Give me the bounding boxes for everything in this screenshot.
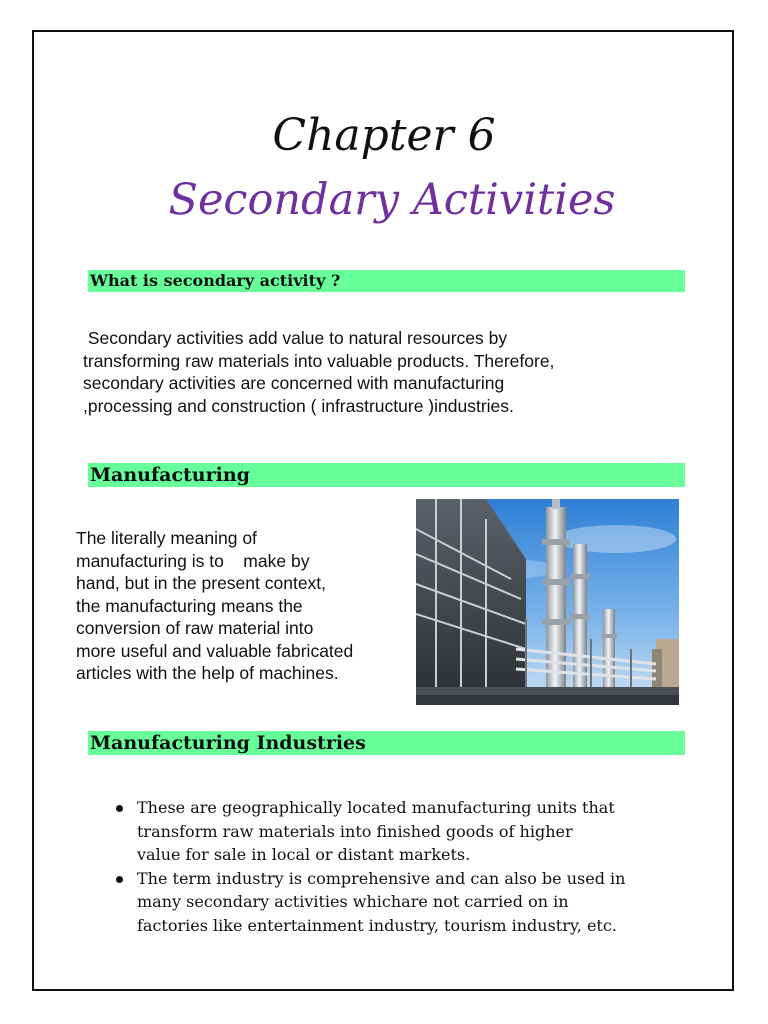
paragraph-line: transforming raw materials into valuable products. Therefore, — [83, 350, 555, 371]
industries-bullet-list — [112, 796, 692, 937]
paragraph-line: ,processing and construction ( infrastructure )industries. — [83, 395, 514, 416]
list-item-line: many secondary activities whichare not carried on in — [137, 892, 569, 911]
paragraph-line: more useful and valuable fabricated — [76, 640, 354, 661]
section-heading-bar — [88, 270, 685, 292]
paragraph-line: Secondary activities add value to natural resources by — [83, 328, 508, 348]
manufacturing-paragraph — [76, 527, 406, 685]
section-heading-secondary-activity: What is secondary activity ? — [90, 271, 341, 290]
section-heading-bar — [88, 463, 685, 487]
paragraph-line: hand, but in the present context, — [76, 573, 327, 593]
bullet-icon — [116, 876, 123, 883]
list-item — [112, 796, 692, 867]
section-heading-bar — [88, 731, 685, 755]
list-item-line: These are geographically located manufacturing units that — [137, 798, 615, 817]
intro-paragraph — [83, 327, 683, 417]
paragraph-line: manufacturing is to make by — [76, 550, 310, 571]
industrial-refinery-photo — [416, 499, 679, 705]
paragraph-line: The literally meaning of — [76, 528, 257, 548]
paragraph-line: articles with the help of machines. — [76, 663, 339, 683]
section-heading-manufacturing: Manufacturing — [90, 464, 250, 486]
list-item-line: transform raw materials into finished goods of higher — [137, 821, 573, 841]
bullet-icon — [116, 805, 123, 812]
chapter-title: Chapter 6 — [272, 110, 496, 161]
section-heading-manufacturing-industries: Manufacturing Industries — [90, 732, 366, 754]
paragraph-line: secondary activities are concerned with manufacturing — [83, 373, 505, 393]
list-item — [112, 867, 692, 938]
list-item-line: The term industry is comprehensive and can also be used in — [137, 868, 626, 888]
paragraph-line: the manufacturing means the — [76, 595, 303, 616]
chapter-subtitle: Secondary Activities — [168, 175, 616, 225]
paragraph-line: conversion of raw material into — [76, 618, 314, 638]
list-item-line: value for sale in local or distant markets. — [137, 845, 471, 864]
list-item-line: factories like entertainment industry, tourism industry, etc. — [137, 915, 617, 935]
